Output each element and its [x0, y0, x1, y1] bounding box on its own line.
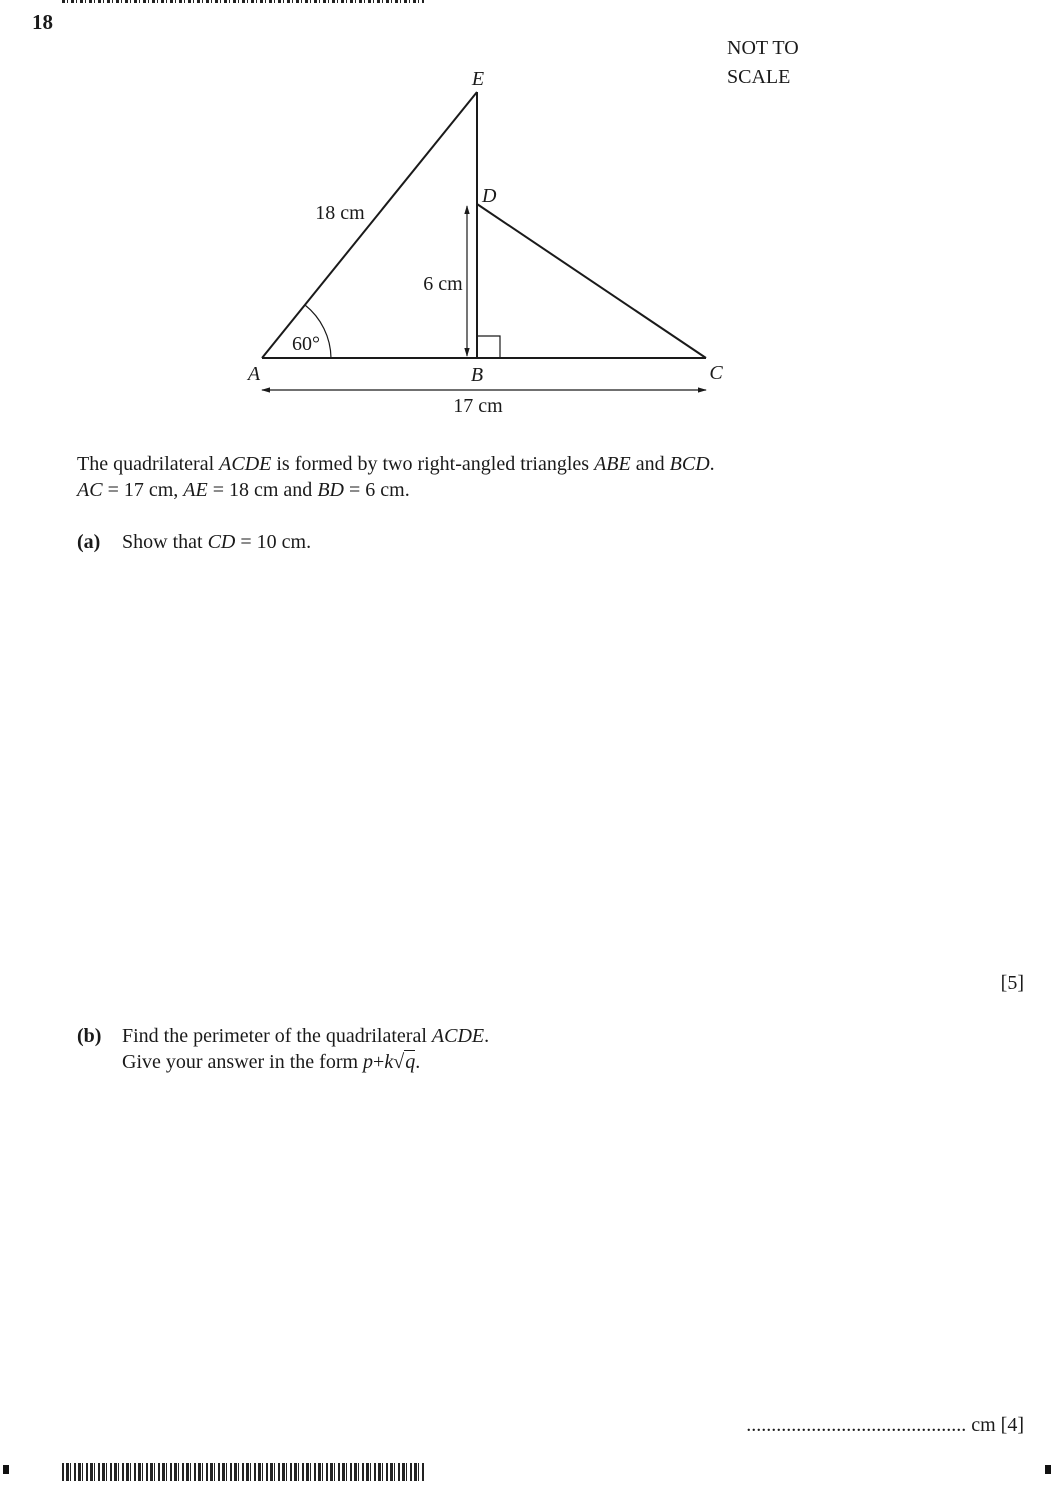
part-b-label: (b) [77, 1025, 102, 1047]
point-label-C: C [709, 362, 723, 384]
part-a-text: Show that CD = 10 cm. [122, 531, 312, 553]
part-a-label: (a) [77, 531, 101, 553]
point-label-D: D [482, 185, 497, 207]
label-AC: 17 cm [453, 395, 503, 417]
part-a [77, 529, 977, 559]
part-b-line-1: Find the perimeter of the quadrilateral ACDE. [122, 1025, 490, 1047]
stem-line-1: The quadrilateral ACDE is formed by two right-angled triangles ABE and BCD. [77, 453, 715, 475]
part-b [77, 1023, 977, 1079]
radical-sign: √ [393, 1051, 405, 1073]
part-a-marks: [5] [1000, 972, 1024, 994]
registration-mark-left [3, 1465, 9, 1474]
part-b-answer-line [746, 1414, 1024, 1437]
answer-space[interactable]: ............................................ [746, 1414, 967, 1436]
part-b-marks: [4] [1000, 1414, 1024, 1436]
part-b-line-2: Give your answer in the form p+k√q. [122, 1051, 421, 1073]
registration-mark-right [1045, 1465, 1051, 1474]
label-BD: 6 cm [423, 273, 463, 295]
question-stem [77, 451, 715, 503]
side-AE [262, 92, 477, 358]
not-to-scale-line2: SCALE [727, 66, 791, 88]
point-label-A: A [247, 363, 261, 385]
label-angle-A: 60° [292, 333, 320, 355]
stem-line-2: AC = 17 cm, AE = 18 cm and BD = 6 cm. [77, 479, 410, 501]
answer-unit: cm [971, 1414, 996, 1436]
not-to-scale-line1: NOT TO [727, 37, 799, 59]
point-label-B: B [470, 364, 484, 386]
question-number: 18 [32, 10, 53, 34]
right-angle-marker [477, 336, 500, 358]
side-DC [477, 204, 706, 358]
part-b-text [122, 1023, 489, 1075]
geometry-diagram [0, 0, 1056, 440]
bottom-barcode [62, 1463, 424, 1481]
label-AE: 18 cm [315, 202, 365, 224]
point-label-E: E [471, 68, 485, 90]
